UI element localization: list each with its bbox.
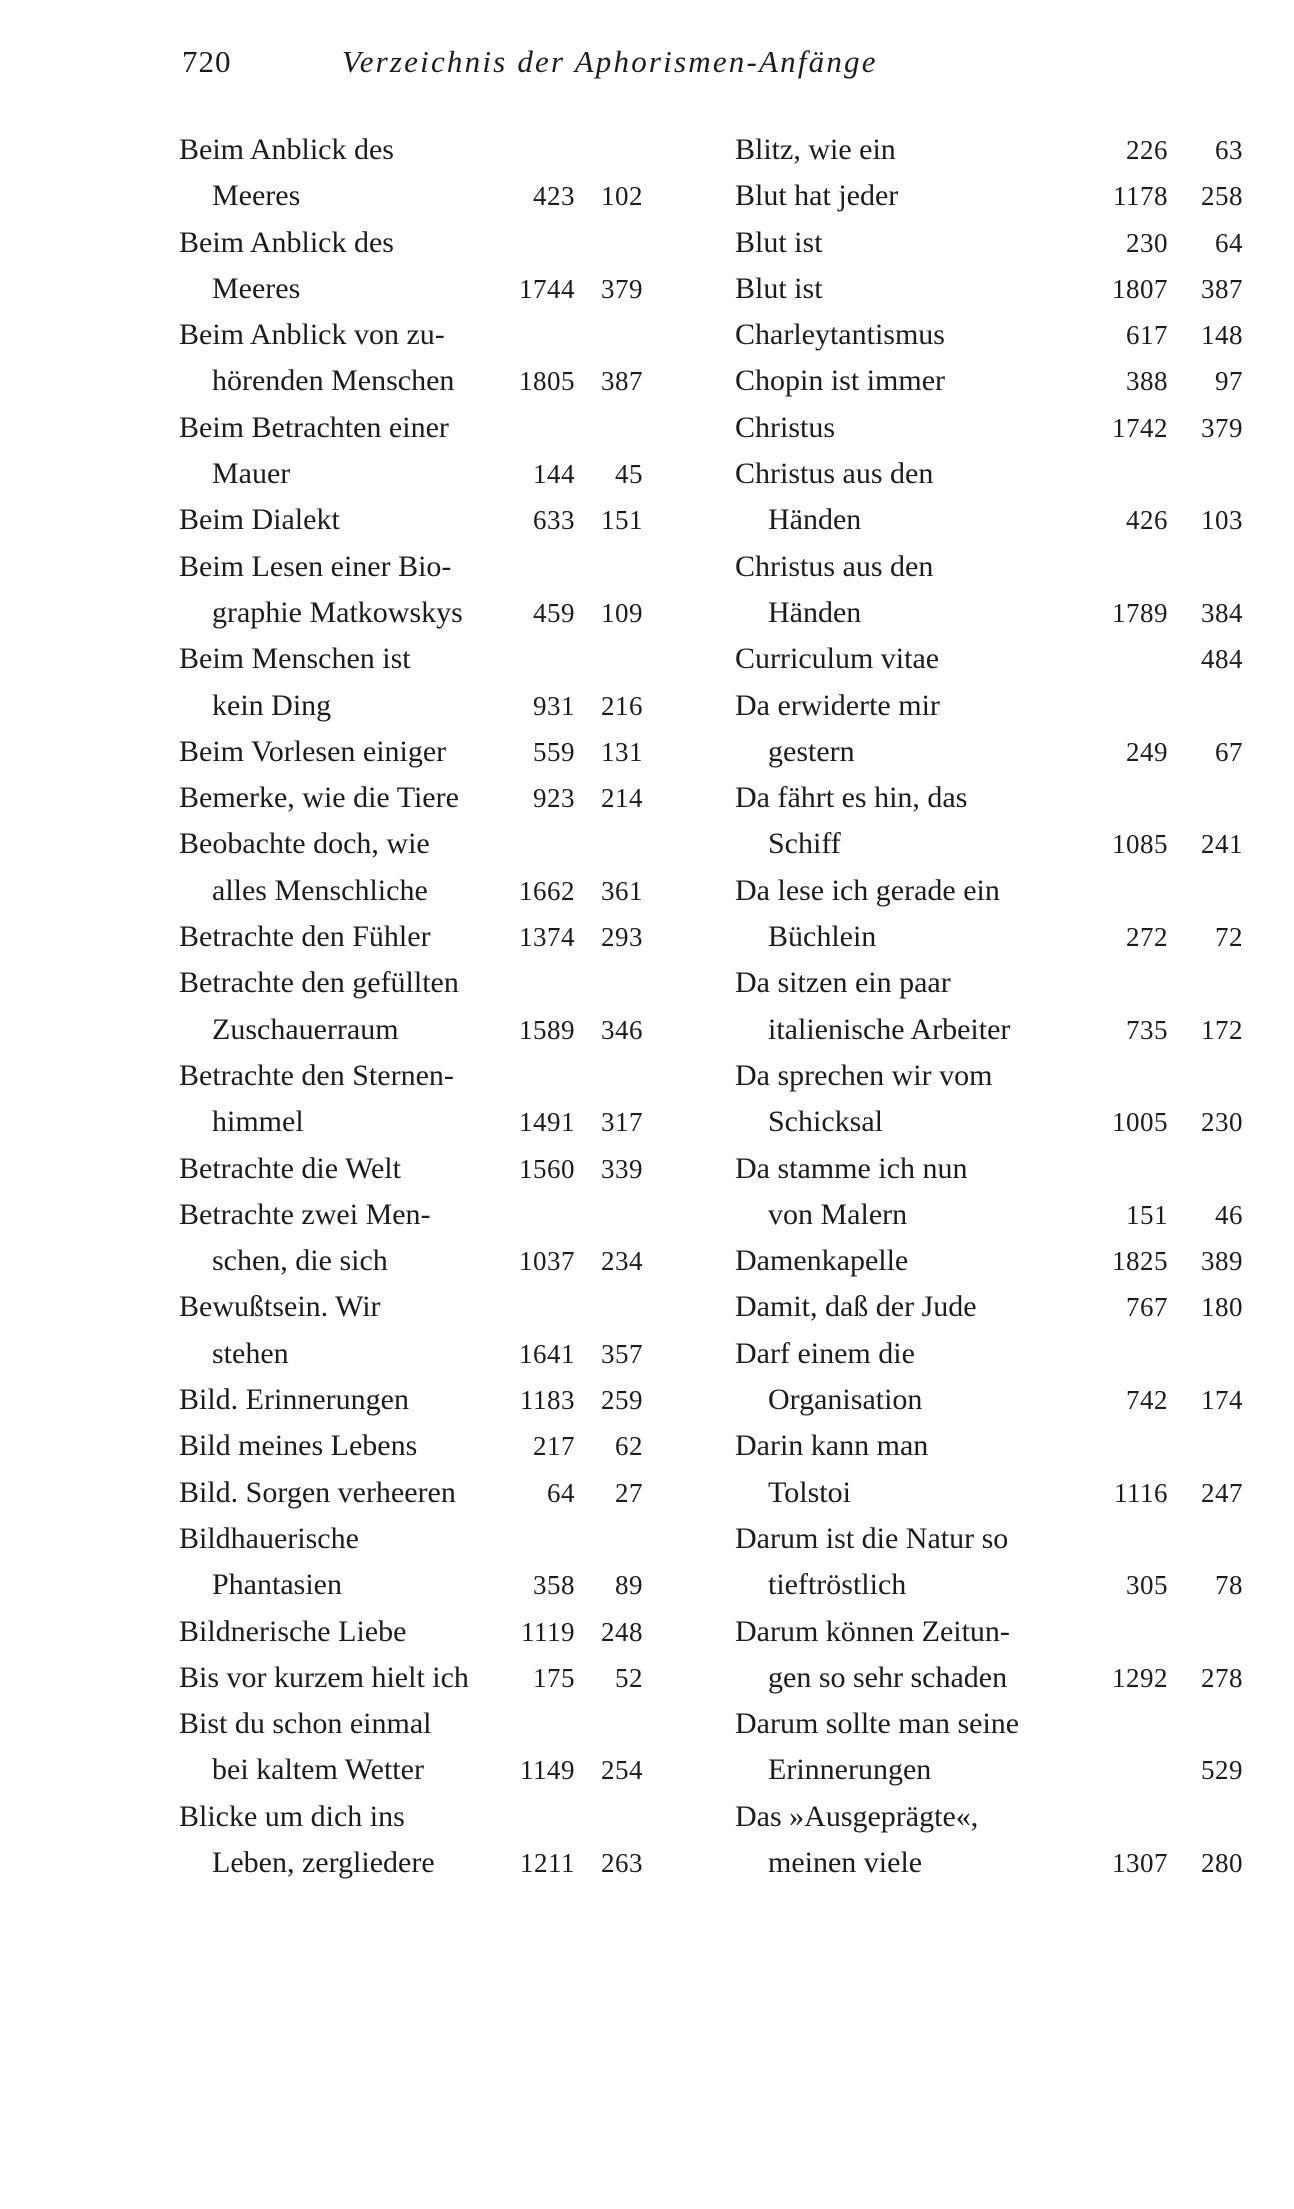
index-entry	[179, 405, 647, 451]
aphorism-number: 1211	[520, 1847, 575, 1878]
entry-text: Beim Menschen ist	[179, 642, 411, 676]
entry-text: von Malern	[768, 1197, 908, 1231]
entry-text: Leben, zergliedere	[212, 1845, 435, 1879]
index-entry	[735, 127, 1245, 173]
page-reference: 64	[1215, 227, 1243, 258]
aphorism-number: 1178	[1113, 181, 1168, 212]
entry-text: Betrachte den Fühler	[179, 920, 431, 954]
entry-text: alles Menschliche	[212, 873, 428, 907]
index-entry-continuation	[735, 1840, 1245, 1886]
entry-text: Schicksal	[768, 1105, 883, 1139]
entry-text: Da stamme ich nun	[735, 1151, 968, 1185]
aphorism-number: 559	[533, 736, 575, 767]
entry-text: Bildnerische Liebe	[179, 1614, 407, 1648]
aphorism-number: 426	[1126, 505, 1168, 536]
entry-text: Beim Anblick des	[179, 225, 394, 259]
index-entry-continuation	[735, 729, 1245, 775]
aphorism-number: 388	[1126, 366, 1168, 397]
aphorism-number: 230	[1126, 227, 1168, 258]
entry-text: Damit, daß der Jude	[735, 1290, 977, 1324]
index-entry	[735, 358, 1245, 404]
index-entry	[179, 1423, 647, 1469]
entry-text: Beobachte doch, wie	[179, 827, 430, 861]
index-entry-continuation	[179, 1747, 647, 1793]
index-entry-continuation	[179, 1562, 647, 1608]
page-reference: 102	[601, 181, 643, 212]
index-entry-continuation	[179, 451, 647, 497]
index-entry-continuation	[735, 1007, 1245, 1053]
entry-text: Schiff	[768, 827, 841, 861]
page-reference: 258	[1201, 181, 1243, 212]
entry-text: bei kaltem Wetter	[212, 1753, 424, 1787]
page-reference: 387	[1201, 273, 1243, 304]
index-entry	[735, 1053, 1245, 1099]
entry-text: Christus	[735, 410, 836, 444]
index-entry-continuation	[735, 821, 1245, 867]
index-entry	[179, 1377, 647, 1423]
page-reference: 78	[1215, 1570, 1243, 1601]
page-reference: 247	[1201, 1477, 1243, 1508]
index-entry	[735, 636, 1245, 682]
index-entry	[735, 451, 1245, 497]
entry-text: Christus aus den	[735, 549, 934, 583]
entry-text: Organisation	[768, 1383, 923, 1417]
entry-text: Damenkapelle	[735, 1244, 909, 1278]
index-entry	[179, 544, 647, 590]
entry-text: Betrachte den gefüllten	[179, 966, 459, 1000]
aphorism-number: 1085	[1112, 829, 1168, 860]
page-reference: 214	[601, 783, 643, 814]
entry-text: Zuschauerraum	[212, 1012, 399, 1046]
entry-text: Phantasien	[212, 1568, 342, 1602]
entry-text: Bild. Sorgen verheeren	[179, 1475, 456, 1509]
entry-text: Erinnerungen	[768, 1753, 932, 1787]
aphorism-number: 249	[1126, 736, 1168, 767]
entry-text: Beim Anblick des	[179, 133, 394, 166]
index-entry	[735, 1423, 1245, 1469]
index-entry	[735, 960, 1245, 1006]
index-entry	[735, 312, 1245, 358]
entry-text: Blitz, wie ein	[735, 133, 896, 166]
aphorism-number: 1149	[520, 1755, 575, 1786]
aphorism-number: 767	[1126, 1292, 1168, 1323]
aphorism-number: 1742	[1112, 412, 1168, 443]
aphorism-number: 144	[533, 459, 575, 490]
entry-text: Bis vor kurzem hielt ich	[179, 1660, 469, 1694]
running-title: Verzeichnis der Aphorismen-Anfänge	[342, 44, 878, 79]
index-entry-continuation	[735, 914, 1245, 960]
page-reference: 379	[601, 273, 643, 304]
index-entry	[179, 1192, 647, 1238]
index-entry	[735, 1516, 1245, 1562]
entry-text: Beim Anblick von zu-	[179, 318, 445, 352]
entry-text: Darum können Zeitun-	[735, 1614, 1010, 1648]
entry-text: gestern	[768, 734, 855, 768]
entry-text: Betrachte den Sternen-	[179, 1058, 454, 1092]
index-entry-continuation	[735, 1377, 1245, 1423]
page-reference: 361	[601, 875, 643, 906]
aphorism-number: 151	[1126, 1199, 1168, 1230]
entry-text: Chopin ist immer	[735, 364, 945, 398]
page-reference: 89	[615, 1570, 643, 1601]
entry-text: Bild meines Lebens	[179, 1429, 418, 1463]
aphorism-number: 1292	[1112, 1662, 1168, 1693]
index-entry	[735, 1146, 1245, 1192]
page-reference: 27	[615, 1477, 643, 1508]
index-entry-continuation	[735, 1562, 1245, 1608]
index-entry	[179, 775, 647, 821]
page-reference: 67	[1215, 736, 1243, 767]
entry-text: kein Ding	[212, 688, 332, 722]
index-entry	[179, 636, 647, 682]
entry-text: schen, die sich	[212, 1244, 388, 1278]
entry-text: Blut hat jeder	[735, 179, 899, 213]
index-entry-continuation	[735, 1192, 1245, 1238]
page-reference: 259	[601, 1385, 643, 1416]
aphorism-number: 735	[1126, 1014, 1168, 1045]
entry-text: italienische Arbeiter	[768, 1012, 1011, 1046]
aphorism-number: 1037	[519, 1246, 575, 1277]
page-reference: 72	[1215, 922, 1243, 953]
entry-text: stehen	[212, 1336, 289, 1370]
entry-text: Da erwiderte mir	[735, 688, 940, 722]
index-entry	[179, 1053, 647, 1099]
index-entry-continuation	[735, 497, 1245, 543]
index-entry	[179, 1609, 647, 1655]
entry-text: Da sitzen ein paar	[735, 966, 951, 1000]
index-entry-continuation	[735, 1655, 1245, 1701]
aphorism-number: 1807	[1112, 273, 1168, 304]
entry-text: Betrachte zwei Men-	[179, 1197, 431, 1231]
entry-text: Händen	[768, 503, 862, 537]
aphorism-number: 742	[1126, 1385, 1168, 1416]
entry-text: meinen viele	[768, 1845, 923, 1879]
index-column-right	[735, 127, 1245, 1886]
entry-text: Betrachte die Welt	[179, 1151, 401, 1185]
page-reference: 230	[1201, 1107, 1243, 1138]
entry-text: Beim Betrachten einer	[179, 410, 449, 444]
index-entry	[179, 960, 647, 1006]
aphorism-number: 305	[1126, 1570, 1168, 1601]
page-reference: 263	[601, 1847, 643, 1878]
index-entry-continuation	[735, 1470, 1245, 1516]
aphorism-number: 1789	[1112, 597, 1168, 628]
index-entry	[735, 868, 1245, 914]
page-reference: 346	[601, 1014, 643, 1045]
aphorism-number: 1491	[519, 1107, 575, 1138]
page-reference: 172	[1201, 1014, 1243, 1045]
index-entry	[179, 729, 647, 775]
page-reference: 280	[1201, 1847, 1243, 1878]
aphorism-number: 1183	[520, 1385, 575, 1416]
entry-text: Blicke um dich ins	[179, 1799, 405, 1833]
aphorism-number: 1005	[1112, 1107, 1168, 1138]
aphorism-number: 1116	[1114, 1477, 1168, 1508]
entry-text: Da lese ich gerade ein	[735, 873, 1000, 907]
aphorism-number: 1119	[521, 1616, 575, 1647]
page-reference: 484	[1201, 644, 1243, 675]
page-reference: 529	[1201, 1755, 1243, 1786]
index-entry-continuation	[179, 266, 647, 312]
aphorism-number: 217	[533, 1431, 575, 1462]
page-reference: 174	[1201, 1385, 1243, 1416]
index-entry	[735, 1238, 1245, 1284]
entry-text: Bist du schon einmal	[179, 1707, 432, 1741]
page-reference: 254	[601, 1755, 643, 1786]
index-entry-continuation	[179, 590, 647, 636]
entry-text: hörenden Menschen	[212, 364, 455, 398]
index-entry	[735, 173, 1245, 219]
index-entry	[179, 914, 647, 960]
aphorism-number: 1825	[1112, 1246, 1168, 1277]
entry-text: Beim Dialekt	[179, 503, 340, 537]
index-entry	[179, 1516, 647, 1562]
aphorism-number: 1307	[1112, 1847, 1168, 1878]
aphorism-number: 931	[533, 690, 575, 721]
page-reference: 103	[1201, 505, 1243, 536]
page-reference: 278	[1201, 1662, 1243, 1693]
entry-text: Meeres	[212, 179, 301, 213]
entry-text: Curriculum vitae	[735, 642, 940, 676]
page-reference: 387	[601, 366, 643, 397]
entry-text: Darum sollte man seine	[735, 1707, 1020, 1741]
entry-text: graphie Matkowskys	[212, 595, 463, 629]
entry-text: tieftröstlich	[768, 1568, 907, 1602]
entry-text: Bemerke, wie die Tiere	[179, 781, 459, 815]
page-reference: 339	[601, 1153, 643, 1184]
index-entry	[735, 683, 1245, 729]
page-number: 720	[182, 44, 232, 79]
index-entry	[179, 1146, 647, 1192]
entry-text: Charleytantismus	[735, 318, 945, 352]
entry-text: Da fährt es hin, das	[735, 781, 968, 815]
entry-text: Meeres	[212, 271, 301, 305]
entry-text: Mauer	[212, 457, 291, 491]
entry-text: Beim Lesen einer Bio-	[179, 549, 452, 583]
index-entry-continuation	[179, 358, 647, 404]
index-entry	[735, 266, 1245, 312]
index-entry-continuation	[179, 1099, 647, 1145]
aphorism-number: 226	[1126, 135, 1168, 165]
entry-text: Darin kann man	[735, 1429, 929, 1463]
page-reference: 379	[1201, 412, 1243, 443]
index-entry	[179, 1655, 647, 1701]
page-reference: 109	[601, 597, 643, 628]
entry-text: Da sprechen wir vom	[735, 1058, 993, 1092]
aphorism-number: 1662	[519, 875, 575, 906]
entry-text: Beim Vorlesen einiger	[179, 734, 447, 768]
aphorism-number: 459	[533, 597, 575, 628]
aphorism-number: 617	[1126, 320, 1168, 351]
index-entry-continuation	[179, 173, 647, 219]
page-reference: 248	[601, 1616, 643, 1647]
aphorism-number: 1744	[519, 273, 575, 304]
aphorism-number: 272	[1126, 922, 1168, 953]
page-reference: 148	[1201, 320, 1243, 351]
page-reference: 234	[601, 1246, 643, 1277]
index-entry	[179, 1701, 647, 1747]
entry-text: Tolstoi	[768, 1475, 851, 1509]
page-reference: 63	[1215, 135, 1243, 165]
index-entry-continuation	[735, 1099, 1245, 1145]
aphorism-number: 423	[533, 181, 575, 212]
index-entry-continuation	[735, 1747, 1245, 1793]
entry-text: Darum ist die Natur so	[735, 1521, 1009, 1555]
page-reference: 45	[615, 459, 643, 490]
page-reference: 46	[1215, 1199, 1243, 1230]
index-entry	[735, 1701, 1245, 1747]
index-entry	[179, 497, 647, 543]
aphorism-number: 633	[533, 505, 575, 536]
entry-text: Bewußtsein. Wir	[179, 1290, 381, 1324]
index-entry	[735, 1331, 1245, 1377]
entry-text: Bildhauerische	[179, 1521, 359, 1555]
index-entry-continuation	[179, 1331, 647, 1377]
index-entry	[179, 1470, 647, 1516]
page-reference: 384	[1201, 597, 1243, 628]
aphorism-number: 64	[547, 1477, 575, 1508]
index-entry-continuation	[179, 683, 647, 729]
entry-text: Christus aus den	[735, 457, 934, 491]
aphorism-number: 1805	[519, 366, 575, 397]
entry-text: Blut ist	[735, 225, 823, 259]
index-entry-continuation	[735, 590, 1245, 636]
index-entry	[735, 1284, 1245, 1330]
page-reference: 241	[1201, 829, 1243, 860]
entry-text: Händen	[768, 595, 862, 629]
index-entry-continuation	[179, 1840, 647, 1886]
page-reference: 97	[1215, 366, 1243, 397]
page-reference: 62	[615, 1431, 643, 1462]
page-reference: 131	[601, 736, 643, 767]
index-entry	[179, 1284, 647, 1330]
entry-text: Büchlein	[768, 920, 877, 954]
index-entry	[735, 544, 1245, 590]
page-reference: 52	[615, 1662, 643, 1693]
index-entry-continuation	[179, 1007, 647, 1053]
page-reference: 317	[601, 1107, 643, 1138]
page-reference: 389	[1201, 1246, 1243, 1277]
aphorism-number: 358	[533, 1570, 575, 1601]
entry-text: Bild. Erinnerungen	[179, 1383, 409, 1417]
index-column-left	[179, 127, 647, 1886]
page-reference: 216	[601, 690, 643, 721]
index-entry	[735, 405, 1245, 451]
page-reference: 357	[601, 1338, 643, 1369]
index-entry	[179, 312, 647, 358]
aphorism-number: 1589	[519, 1014, 575, 1045]
index-entry-continuation	[179, 868, 647, 914]
aphorism-number: 1641	[519, 1338, 575, 1369]
aphorism-number: 175	[533, 1662, 575, 1693]
index-entry-continuation	[179, 1238, 647, 1284]
entry-text: Darf einem die	[735, 1336, 915, 1370]
aphorism-number: 1560	[519, 1153, 575, 1184]
index-entry	[179, 220, 647, 266]
index-entry	[735, 1609, 1245, 1655]
entry-text: Das »Ausgeprägte«,	[735, 1799, 979, 1833]
page-reference: 151	[601, 505, 643, 536]
page-reference: 180	[1201, 1292, 1243, 1323]
page-reference: 293	[601, 922, 643, 953]
entry-text: gen so sehr schaden	[768, 1660, 1008, 1694]
index-entry	[735, 1794, 1245, 1840]
index-entry	[179, 821, 647, 867]
index-entry	[179, 127, 647, 173]
index-entry	[179, 1794, 647, 1840]
entry-text: Blut ist	[735, 271, 823, 305]
entry-text: himmel	[212, 1105, 304, 1139]
aphorism-number: 1374	[519, 922, 575, 953]
aphorism-number: 923	[533, 783, 575, 814]
index-entry	[735, 775, 1245, 821]
index-entry	[735, 220, 1245, 266]
